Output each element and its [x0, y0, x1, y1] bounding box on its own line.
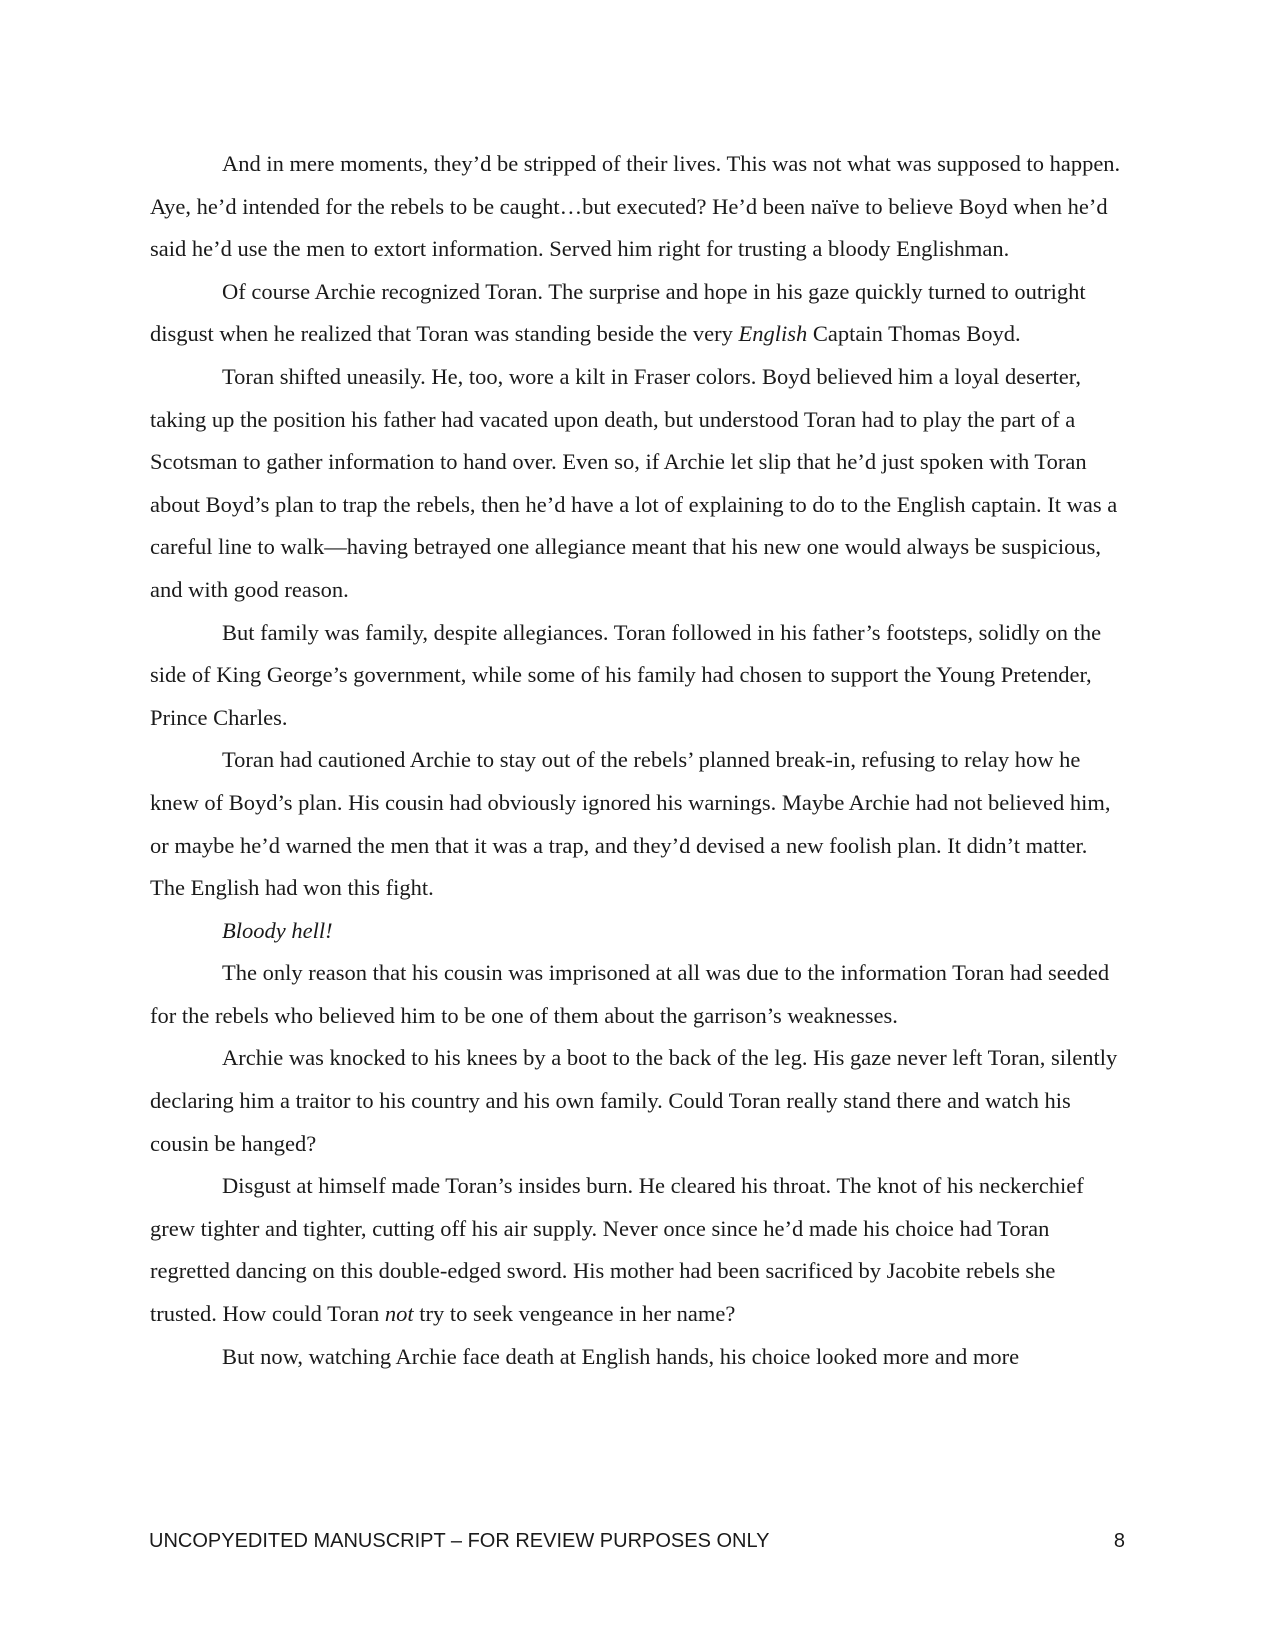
text-run: Archie was knocked to his knees by a boot to the back of the leg. His gaze never left Toran, silently declaring him a traitor to his country and his own family. Could Toran really stand there and watch his cousin be hanged?	[150, 1045, 1118, 1156]
paragraph	[150, 910, 1125, 953]
paragraph	[150, 1336, 1125, 1379]
italic-run: not	[384, 1301, 414, 1327]
paragraph	[150, 271, 1125, 356]
text-run: And in mere moments, they’d be stripped of their lives. This was not what was supposed to happen. Aye, he’d intended for the rebels to be caught…but executed? He’d been naïve to believe Boyd when he’d said he’d use the men to extort information. Served him right for trusting a bloody Englishman.	[150, 151, 1121, 262]
text-run: Captain Thomas Boyd.	[807, 321, 1021, 347]
text-run: try to seek vengeance in her name?	[413, 1301, 736, 1327]
text-run: Of course Archie recognized Toran. The surprise and hope in his gaze quickly turned to outright disgust when he realized that Toran was standing beside the very	[150, 278, 1086, 347]
footer-notice: UNCOPYEDITED MANUSCRIPT – FOR REVIEW PURPOSES ONLY	[149, 1530, 770, 1552]
paragraph	[150, 612, 1125, 740]
page-number: 8	[1113, 1530, 1125, 1552]
text-run: But now, watching Archie face death at English hands, his choice looked more and more	[222, 1343, 1020, 1369]
manuscript-body-text	[150, 143, 1125, 1378]
italic-run: Bloody hell!	[222, 917, 333, 943]
text-run: But family was family, despite allegiances. Toran followed in his father’s footsteps, solidly on the side of King George’s government, while some of his family had chosen to support the Young Pretender, Prince Charles.	[150, 619, 1102, 730]
paragraph	[150, 356, 1125, 612]
text-run: Toran shifted uneasily. He, too, wore a kilt in Fraser colors. Boyd believed him a loyal deserter, taking up the position his father had vacated upon death, but understood Toran had to play the part of a Scotsman to gather information to hand over. Even so, if Archie let slip that he’d just spoken with Toran about Boyd’s plan to trap the rebels, then he’d have a lot of explaining to do to the English captain. It was a careful line to walk—having betrayed one allegiance meant that his new one would always be suspicious, and with good reason.	[150, 363, 1118, 602]
paragraph	[150, 1037, 1125, 1165]
paragraph	[150, 1165, 1125, 1335]
text-run: Disgust at himself made Toran’s insides burn. He cleared his throat. The knot of his neckerchief grew tighter and tighter, cutting off his air supply. Never once since he’d made his choice had Toran regretted dancing on this double-edged sword. His mother had been sacrificed by Jacobite rebels she trusted. How could Toran	[150, 1173, 1084, 1327]
paragraph	[150, 952, 1125, 1037]
page-footer	[149, 1530, 1125, 1553]
paragraph	[150, 143, 1125, 271]
text-run: The only reason that his cousin was imprisoned at all was due to the information Toran had seeded for the rebels who believed him to be one of them about the garrison’s weaknesses.	[150, 960, 1110, 1028]
italic-run: English	[738, 321, 808, 347]
paragraph	[150, 739, 1125, 909]
text-run: Toran had cautioned Archie to stay out of the rebels’ planned break-in, refusing to relay how he knew of Boyd’s plan. His cousin had obviously ignored his warnings. Maybe Archie had not believed him, or maybe he’d warned the men that it was a trap, and they’d devised a new foolish plan. It didn’t matter. The English had won this fight.	[150, 747, 1111, 901]
